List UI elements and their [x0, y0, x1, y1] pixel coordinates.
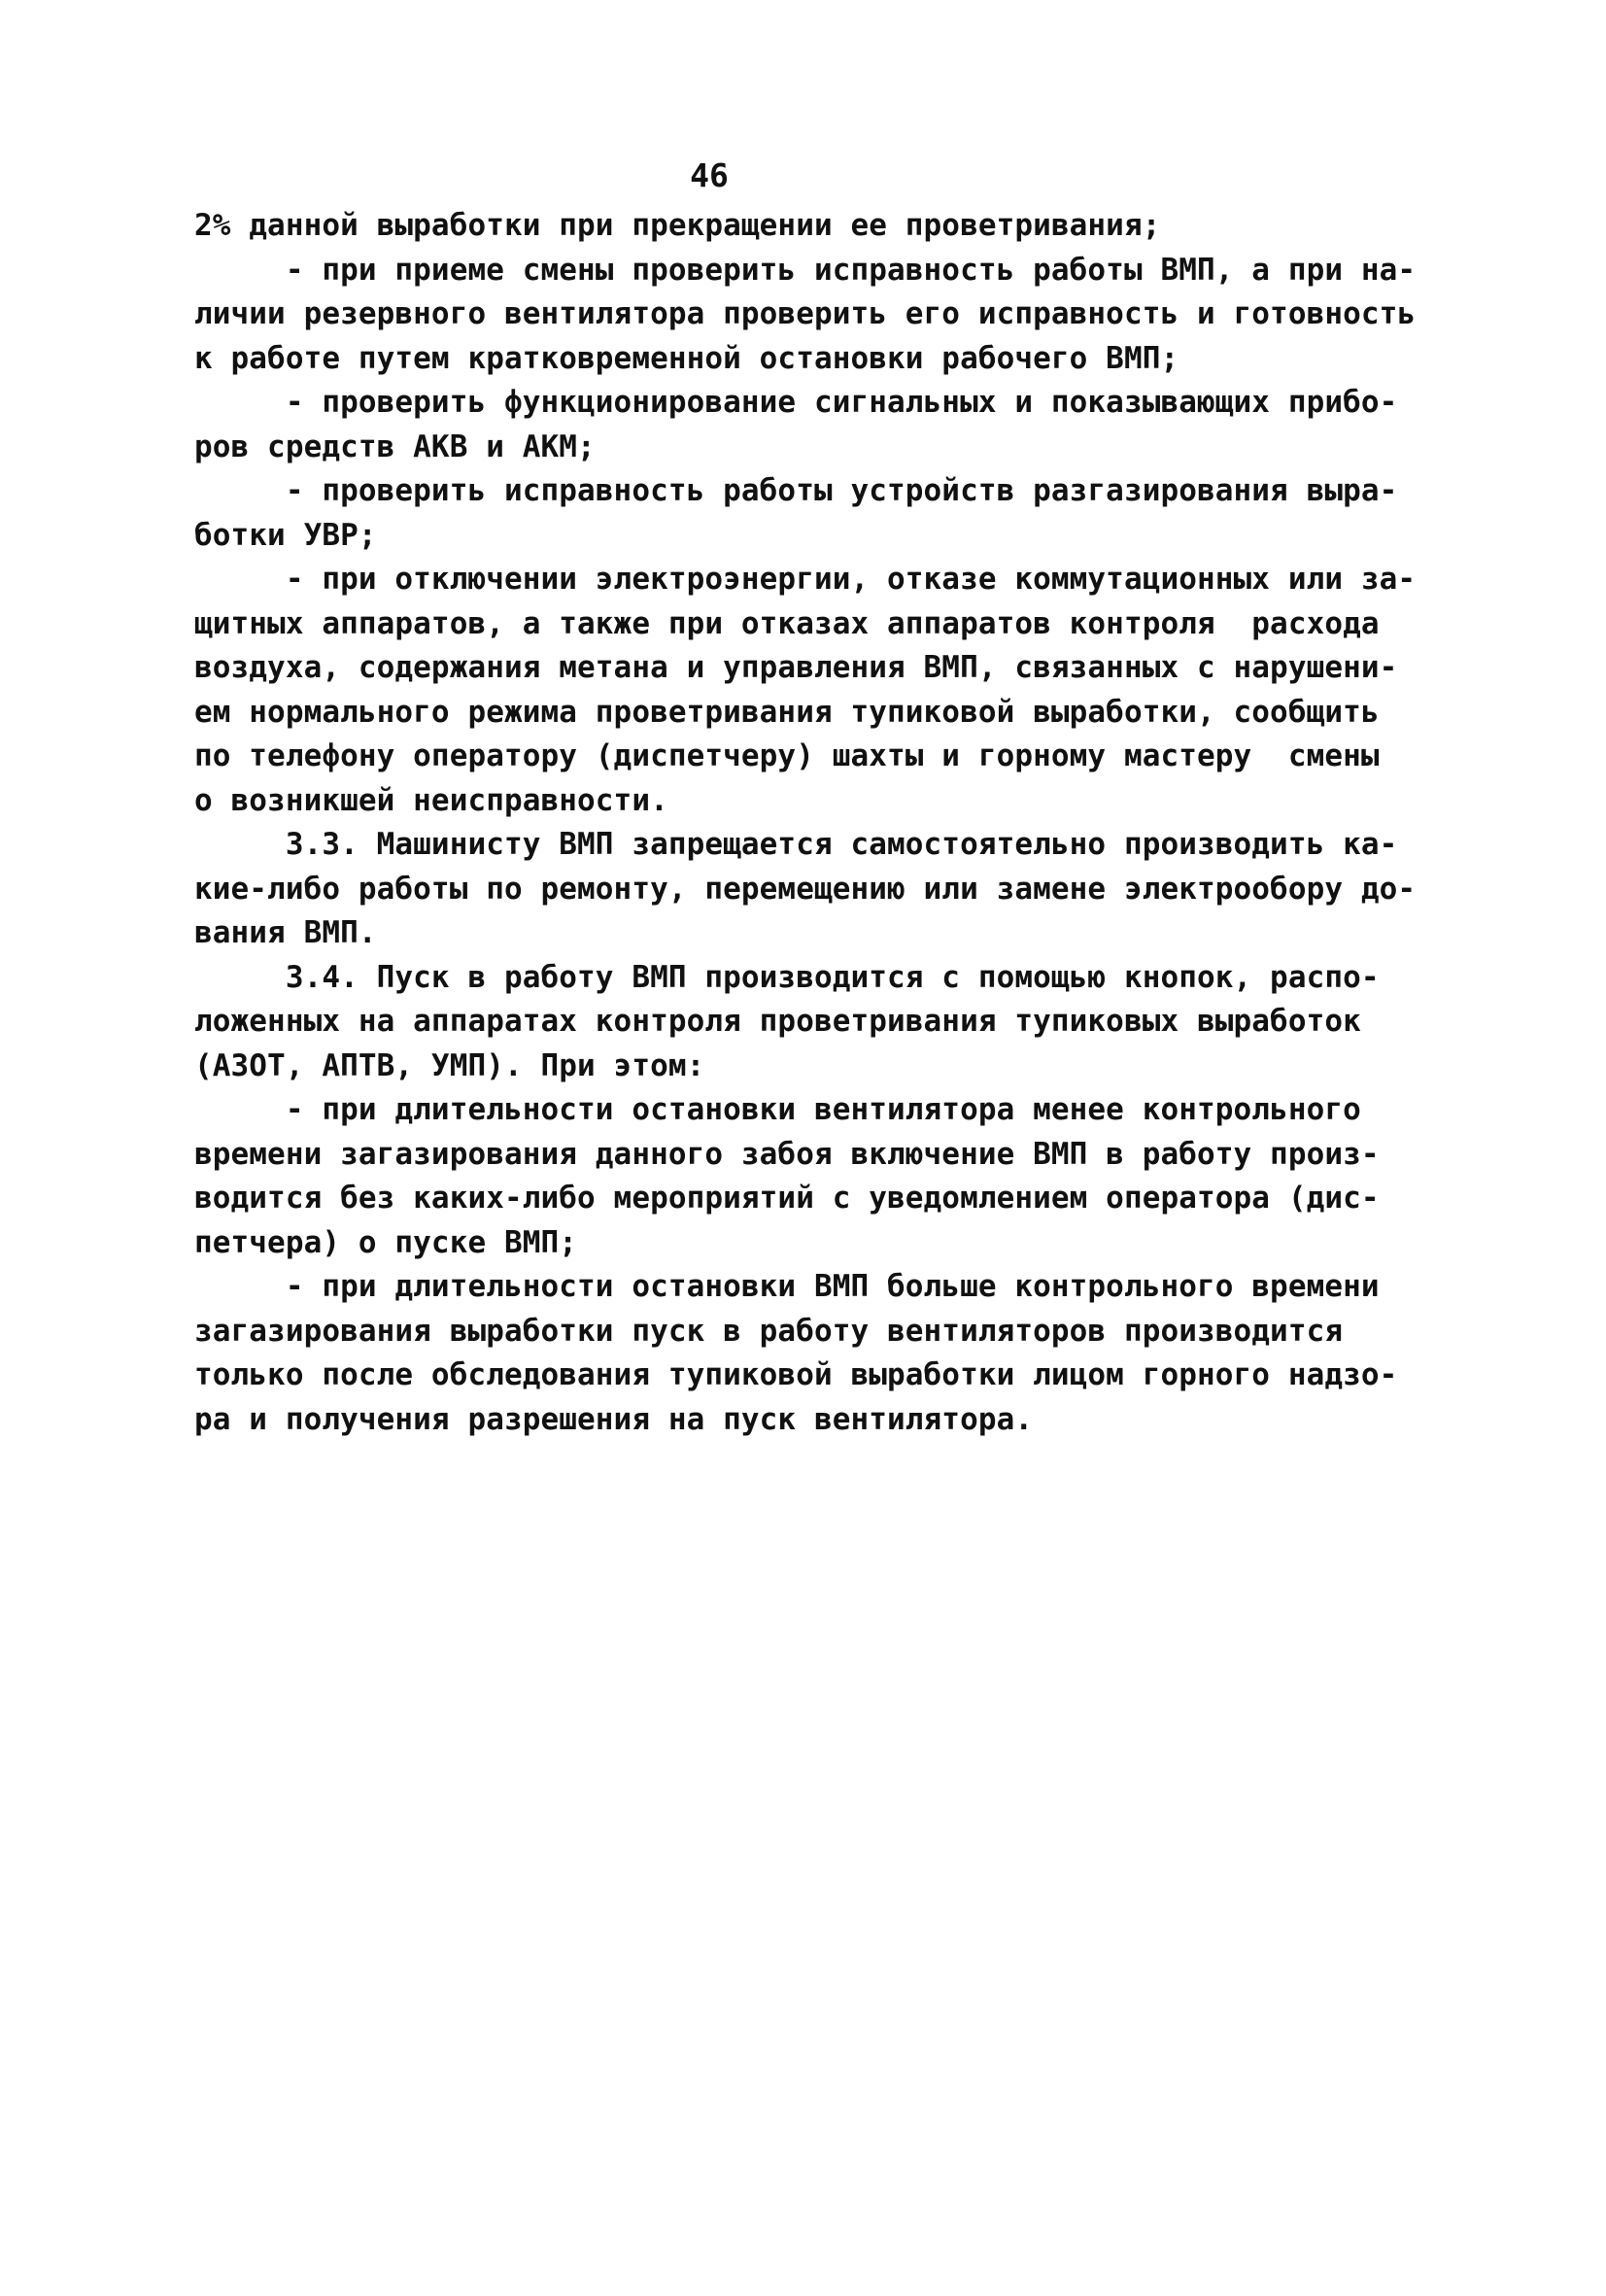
text-line: времени загазирования данного забоя включение ВМП в работу произ- — [194, 1136, 1380, 1172]
text-line: - проверить исправность работы устройств разгазирования выра- — [194, 473, 1398, 508]
text-line: 2% данной выработки при прекращении ее проветривания; — [194, 208, 1161, 243]
text-line: о возникшей неисправности. — [194, 782, 668, 818]
text-line: водится без каких-либо мероприятий с уведомлением оператора (дис- — [194, 1181, 1380, 1216]
text-line: вания ВМП. — [194, 915, 377, 950]
text-line: ем нормального режима проветривания тупиковой выработки, сообщить — [194, 694, 1380, 730]
text-line: - при длительности остановки ВМП больше контрольного времени — [194, 1269, 1380, 1304]
text-line: ров средств АКВ и АКМ; — [194, 428, 596, 464]
text-line: ложенных на аппаратах контроля проветривания тупиковых выработок — [194, 1004, 1361, 1039]
text-line: 3.4. Пуск в работу ВМП производится с помощью кнопок, распо- — [194, 959, 1380, 995]
text-line: - при длительности остановки вентилятора менее контрольного — [194, 1092, 1361, 1127]
text-line: - проверить функционирование сигнальных и показывающих прибо- — [194, 385, 1398, 420]
text-line: 3.3. Машинисту ВМП запрещается самостоятельно производить ка- — [194, 827, 1398, 862]
text-line: щитных аппаратов, а также при отказах аппаратов контроля расхода — [194, 605, 1380, 641]
text-line: только после обследования тупиковой выработки лицом горного надзо- — [194, 1357, 1398, 1392]
text-line: - при приеме смены проверить исправность работы ВМП, а при на- — [194, 252, 1417, 288]
body-text — [194, 204, 1418, 1442]
text-line: - при отключении электроэнергии, отказе коммутационных или за- — [194, 562, 1417, 597]
text-line: ботки УВР; — [194, 517, 377, 553]
text-line: (АЗОТ, АПТВ, УМП). При этом: — [194, 1047, 705, 1083]
text-line: кие-либо работы по ремонту, перемещению или замене электрообору до- — [194, 871, 1417, 907]
text-line: воздуха, содержания метана и управления ВМП, связанных с нарушени- — [194, 650, 1398, 685]
text-line: петчера) о пуске ВМП; — [194, 1224, 578, 1260]
text-line: личии резервного вентилятора проверить его исправность и готовность — [194, 296, 1417, 331]
text-line: к работе путем кратковременной остановки рабочего ВМП; — [194, 340, 1179, 376]
text-line: по телефону оператору (диспетчеру) шахты и горному мастеру смены — [194, 738, 1380, 773]
text-line: загазирования выработки пуск в работу вентиляторов производится — [194, 1313, 1344, 1349]
page-number: 46 — [690, 156, 729, 194]
text-line: ра и получения разрешения на пуск вентилятора. — [194, 1401, 1034, 1437]
